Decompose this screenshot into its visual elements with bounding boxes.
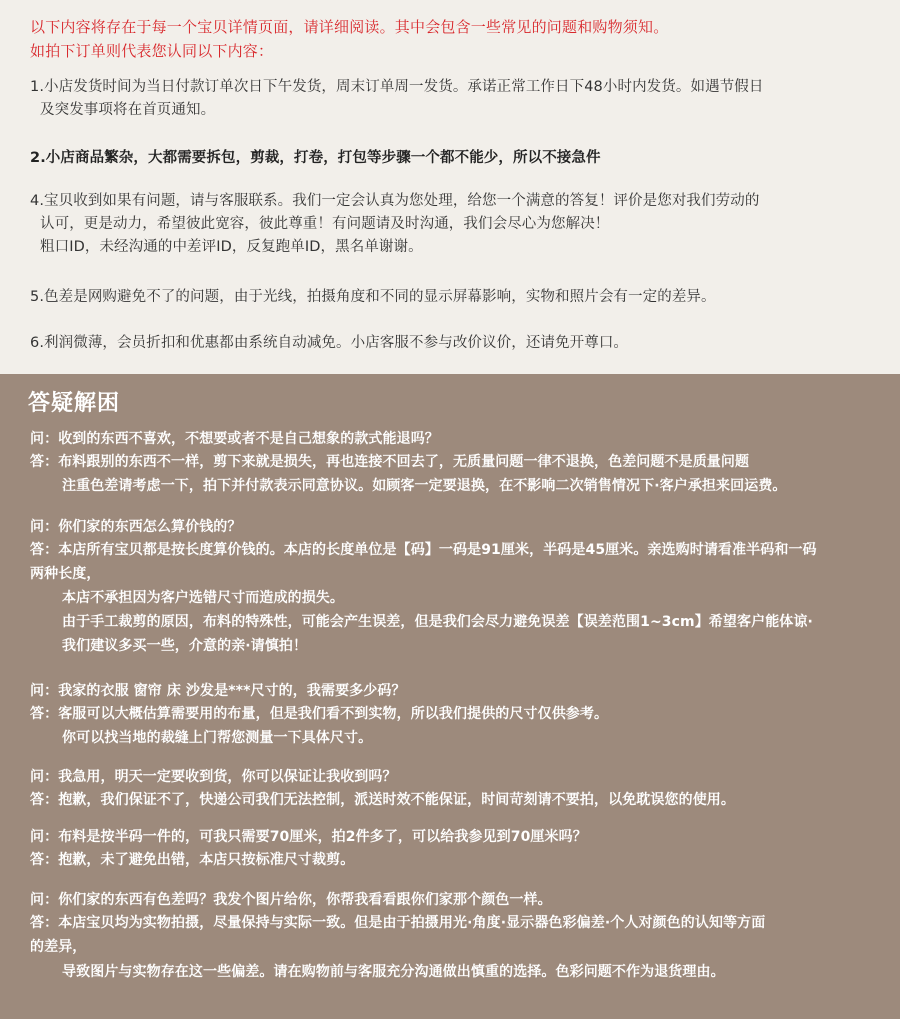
faq-answer-continued: 两种长度， bbox=[30, 566, 101, 582]
rule-color-difference: 5.色差是网购避免不了的问题，由于光线，拍摄角度和不同的显示屏幕影响，实物和照片会有一定的差异。 bbox=[30, 289, 716, 305]
notice-subheading: 如拍下订单则代表您认同以下内容： bbox=[30, 42, 274, 60]
faq-answer-continued: 我们建议多买一些，介意的亲·请慎拍！ bbox=[62, 638, 308, 654]
faq-question: 问：你们家的东西怎么算价钱的？ bbox=[30, 519, 242, 535]
faq-answer-continued: 你可以找当地的裁缝上门帮您测量一下具体尺寸。 bbox=[62, 730, 373, 746]
faq-question: 问：我家的衣服 窗帘 床 沙发是***尺寸的，我需要多少码？ bbox=[30, 683, 406, 699]
faq-answer-continued: 导致图片与实物存在这一些偏差。请在购物前与客服充分沟通做出慎重的选择。色彩问题不作为退货理由。 bbox=[62, 964, 725, 980]
faq-question: 问：收到的东西不喜欢，不想要或者不是自己想象的款式能退吗？ bbox=[30, 431, 439, 447]
rule-no-rush-orders: 2.小店商品繁杂，大都需要拆包，剪裁，打卷，打包等步骤一个都不能少，所以不接急件 bbox=[30, 150, 601, 166]
faq-answer-continued: 的差异， bbox=[30, 939, 87, 955]
rule-contact-line3: 粗口ID，未经沟通的中差评ID，反复跑单ID，黑名单谢谢。 bbox=[40, 239, 423, 255]
faq-answer: 答：抱歉，未了避免出错，本店只按标准尺寸裁剪。 bbox=[30, 852, 355, 868]
rule-contact-line1: 4.宝贝收到如果有问题，请与客服联系。我们一定会认真为您处理，给您一个满意的答复！评价是您对我们劳动的 bbox=[30, 193, 760, 209]
faq-answer-continued: 注重色差请考虑一下，拍下并付款表示同意协议。如顾客一定要退换，在不影响二次销售情况下·客户承担来回运费。 bbox=[62, 478, 787, 494]
faq-title: 答疑解困 bbox=[28, 391, 121, 416]
rule-contact-line2: 认可，更是动力，希望彼此宽容，彼此尊重！有问题请及时沟通，我们会尽心为您解决！ bbox=[40, 216, 610, 232]
faq-answer: 答：本店所有宝贝都是按长度算价钱的。本店的长度单位是【码】一码是91厘米，半码是45厘米。亲选购时请看准半码和一码 bbox=[30, 542, 817, 558]
rule-shipping-line2: 及突发事项将在首页通知。 bbox=[40, 102, 216, 118]
faq-answer: 答：本店宝贝均为实物拍摄，尽量保持与实际一致。但是由于拍摄用光·角度·显示器色彩偏差·个人对颜色的认知等方面 bbox=[30, 915, 766, 931]
notice-heading: 以下内容将存在于每一个宝贝详情页面，请详细阅读。其中会包含一些常见的问题和购物须知。 bbox=[30, 18, 669, 36]
faq-answer: 答：布料跟别的东西不一样，剪下来就是损失，再也连接不回去了，无质量问题一律不退换，色差问题不是质量问题 bbox=[30, 454, 750, 470]
faq-question: 问：你们家的东西有色差吗？我发个图片给你，你帮我看看跟你们家那个颜色一样。 bbox=[30, 892, 552, 908]
faq-answer-continued: 本店不承担因为客户选错尺寸而造成的损失。 bbox=[62, 590, 344, 606]
faq-question: 问：布料是按半码一件的，可我只需要70厘米，拍2件多了，可以给我参见到70厘米吗？ bbox=[30, 829, 587, 845]
faq-answer-continued: 由于手工裁剪的原因，布料的特殊性，可能会产生误差，但是我们会尽力避免误差【误差范围1~3cm】希望客户能体谅· bbox=[62, 614, 813, 630]
rule-no-bargaining: 6.利润微薄，会员折扣和优惠都由系统自动减免。小店客服不参与改价议价，还请免开尊口。 bbox=[30, 335, 629, 351]
faq-answer: 答：抱歉，我们保证不了，快递公司我们无法控制，派送时效不能保证，时间苛刻请不要拍，以免耽误您的使用。 bbox=[30, 792, 735, 808]
rule-shipping-line1: 1.小店发货时间为当日付款订单次日下午发货，周末订单周一发货。承诺正常工作日下48小时内发货。如遇节假日 bbox=[30, 79, 764, 95]
faq-question: 问：我急用，明天一定要收到货，你可以保证让我收到吗？ bbox=[30, 769, 397, 785]
faq-answer: 答：客服可以大概估算需要用的布量，但是我们看不到实物，所以我们提供的尺寸仅供参考。 bbox=[30, 706, 609, 722]
